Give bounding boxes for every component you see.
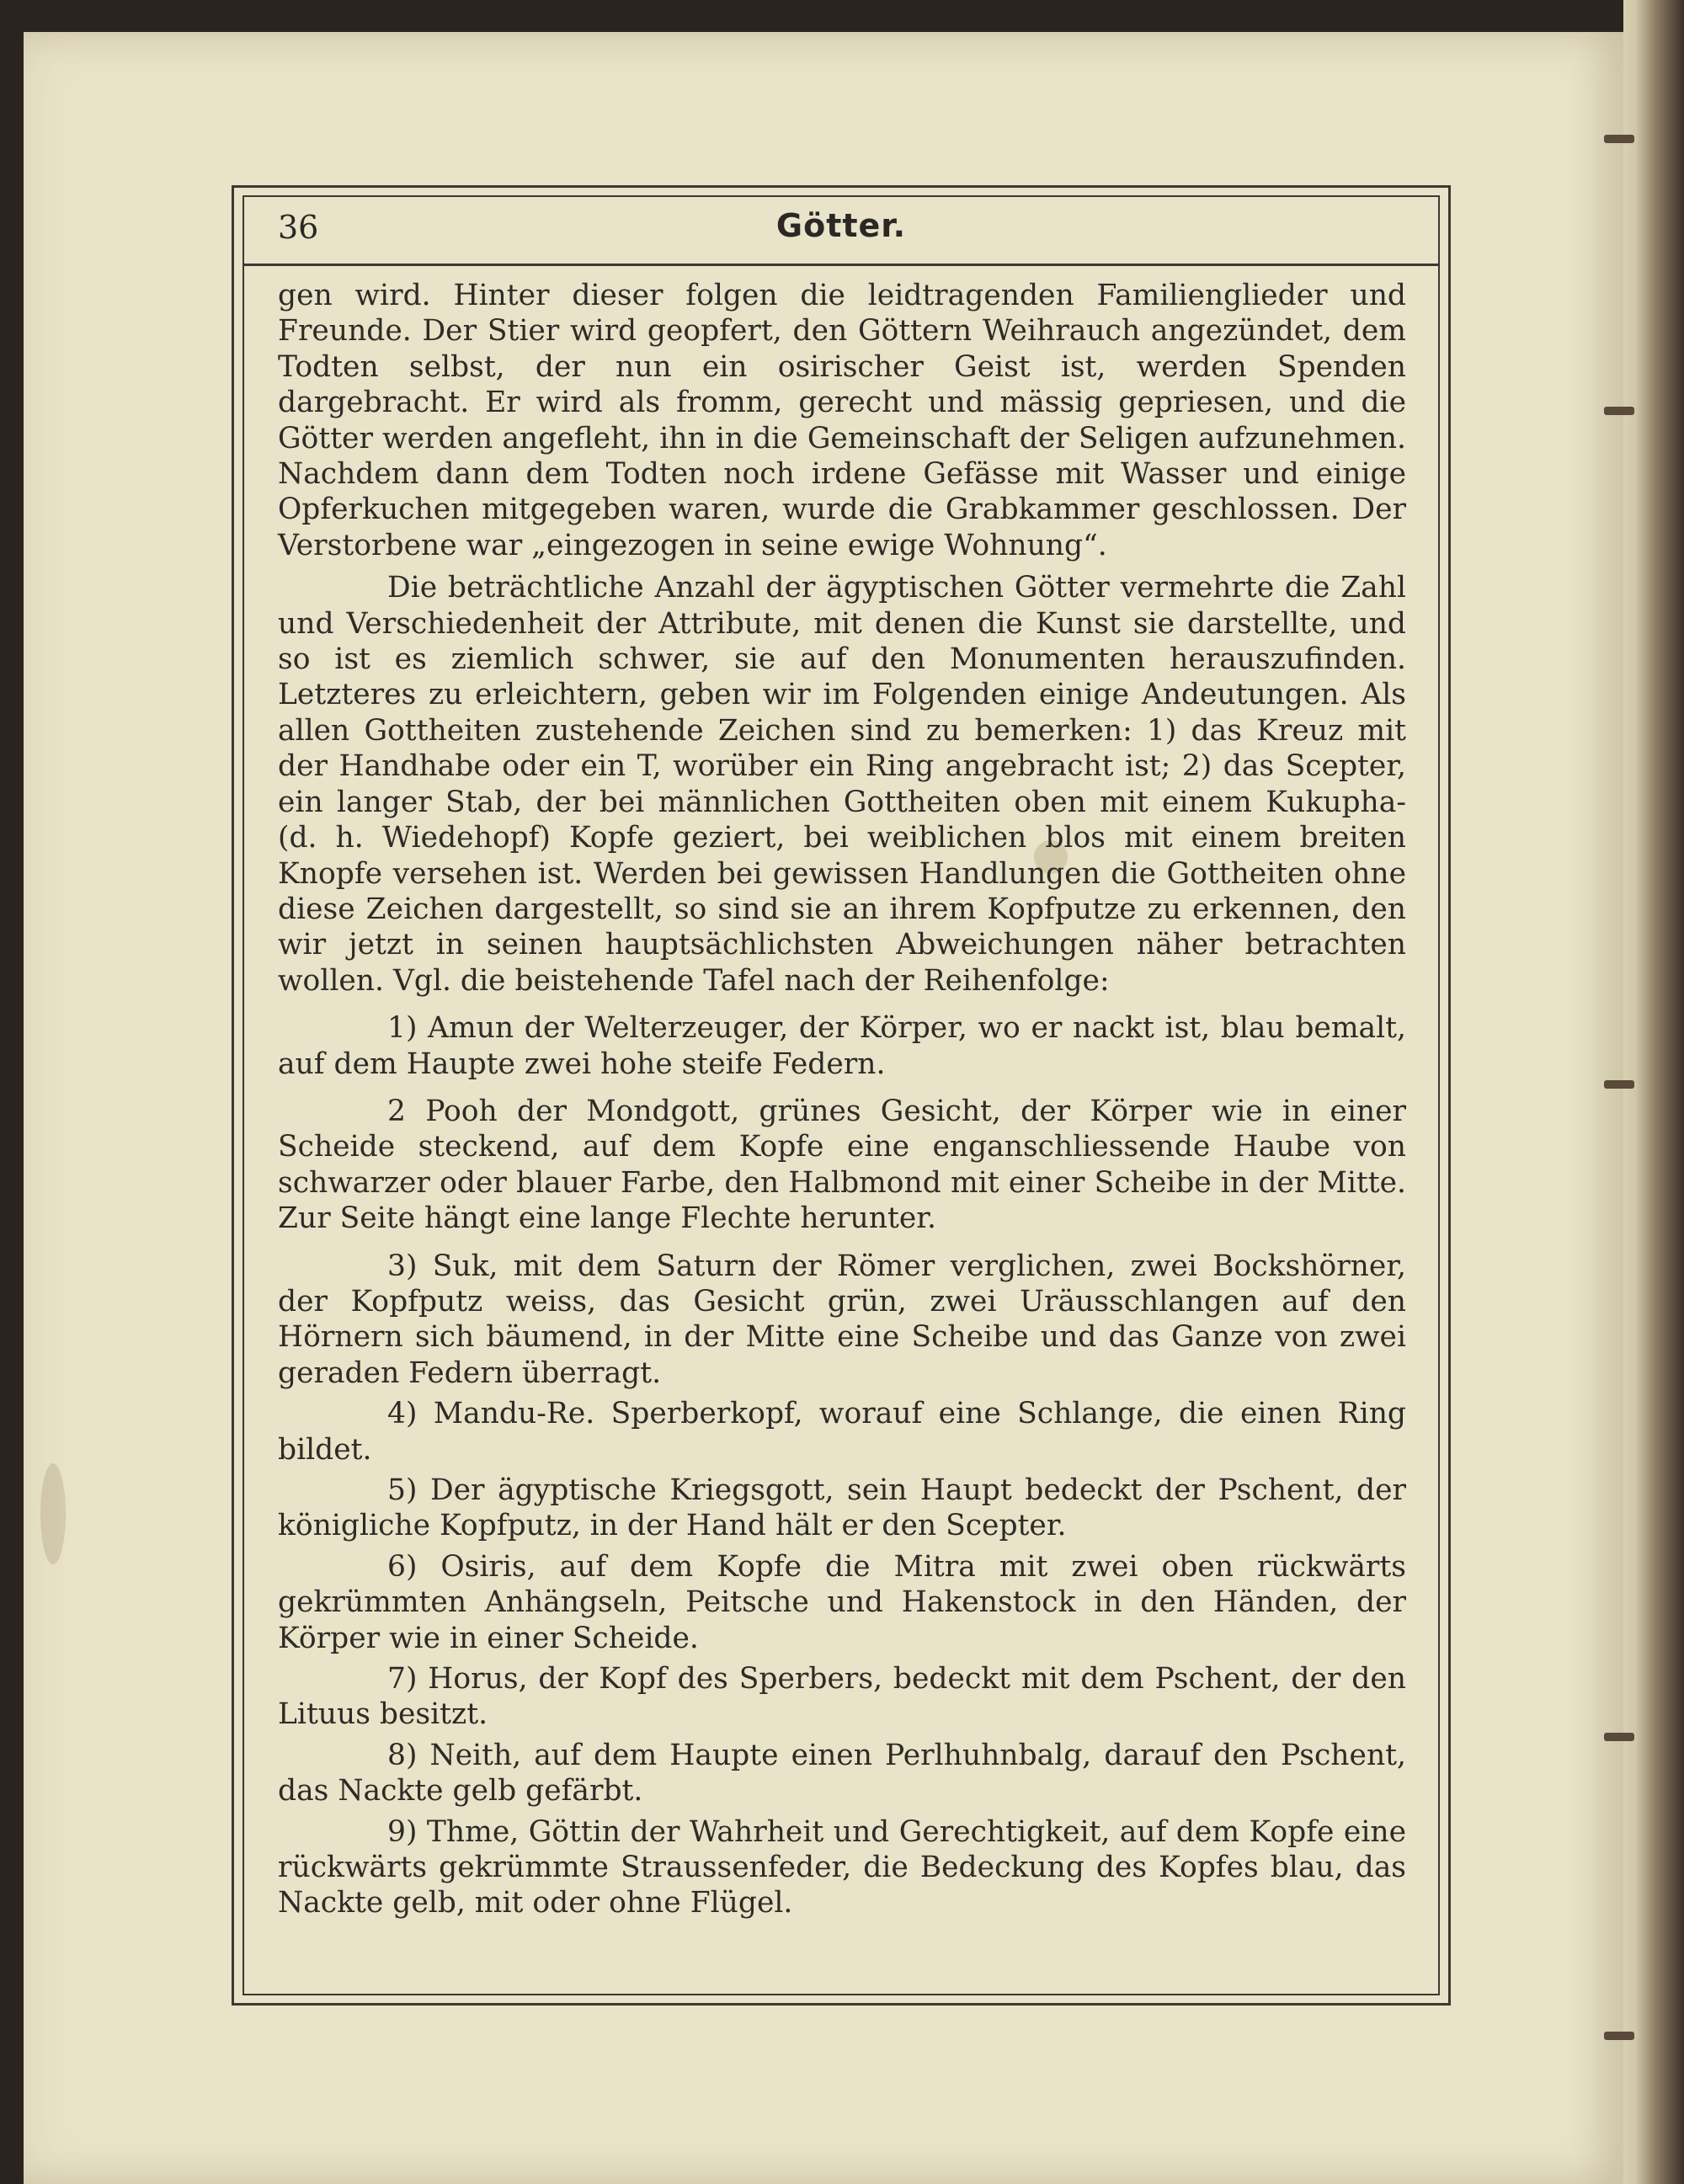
list-item: 6) Osiris, auf dem Kopfe die Mitra mit zwei oben rückwärts gekrümmten Anhängseln, Peitsche und Hakenstock in den Händen, der Körper wie in einer Scheide. <box>278 1549 1406 1655</box>
paper-stain <box>40 1463 66 1564</box>
binding-clip <box>1604 1080 1634 1089</box>
binding-clip <box>1604 135 1634 143</box>
binding-clip <box>1604 1733 1634 1741</box>
paragraph: gen wird. Hinter dieser folgen die leidtragenden Familienglieder und Freunde. Der Stier wird geopfert, den Göttern Weihrauch angezündet, dem Todten selbst, der nun ein osirischer Geist ist, werden Spenden dargebracht. Er wird als fromm, gerecht und mässig gepriesen, und die Götter werden angefleht, ihn in die Gemeinschaft der Seligen aufzunehmen. Nachdem dann dem Todten noch irdene Gefässe mit Wasser und einige Opferkuchen mitgegeben waren, wurde die Grabkammer geschlossen. Der Verstorbene war „eingezogen in seine ewige Wohnung“. <box>278 279 1406 562</box>
list-item: 5) Der ägyptische Kriegsgott, sein Haupt bedeckt der Pschent, der königliche Kopfputz, in der Hand hält er den Scepter. <box>278 1473 1406 1543</box>
page-number: 36 <box>278 209 319 246</box>
list-item: 9) Thme, Göttin der Wahrheit und Gerechtigkeit, auf dem Kopfe eine rückwärts gekrümmte Straussenfeder, die Bedeckung des Kopfes blau, das Nackte gelb, mit oder ohne Flügel. <box>278 1814 1406 1920</box>
book-spine <box>1623 0 1684 2184</box>
paragraph: Die beträchtliche Anzahl der ägyptischen Götter vermehrte die Zahl und Verschiedenheit der Attribute, mit denen die Kunst sie darstellte, und so ist es ziemlich schwer, sie auf den Monumenten herauszufinden. Letzteres zu erleichtern, geben wir im Folgenden einige Andeutungen. Als allen Gottheiten zustehende Zeichen sind zu bemerken: 1) das Kreuz mit der Handhabe oder ein T, worüber ein Ring angebracht ist; 2) das Scepter, ein langer Stab, der bei männlichen Gottheiten oben mit einem Kukupha- (d. h. Wiedehopf) Kopfe geziert, bei weiblichen blos mit einem breiten Knopfe versehen ist. Werden bei gewissen Handlungen die Gottheiten ohne diese Zeichen dargestellt, so sind sie an ihrem Kopfputze zu erkennen, den wir jetzt in seinen hauptsächlichsten Abweichungen näher betrachten wollen. Vgl. die beistehende Tafel nach der Reihenfolge: <box>278 571 1406 998</box>
list-item: 7) Horus, der Kopf des Sperbers, bedeckt mit dem Pschent, der den Lituus besitzt. <box>278 1662 1406 1732</box>
running-title: Götter. <box>775 207 907 244</box>
list-item: 1) Amun der Welterzeuger, der Körper, wo er nackt ist, blau bemalt, auf dem Haupte zwei hohe steife Federn. <box>278 1011 1406 1081</box>
list-item: 3) Suk, mit dem Saturn der Römer verglichen, zwei Bockshörner, der Kopfputz weiss, das Gesicht grün, zwei Uräusschlangen auf den Hörnern sich bäumend, in der Mitte eine Scheibe und das Ganze von zwei geraden Federn überragt. <box>278 1249 1406 1390</box>
binding-clip <box>1604 407 1634 415</box>
list-item: 4) Mandu-Re. Sperberkopf, worauf eine Schlange, die einen Ring bildet. <box>278 1397 1406 1467</box>
binding-clip <box>1604 2032 1634 2040</box>
list-item: 2 Pooh der Mondgott, grünes Gesicht, der Körper wie in einer Scheide steckend, auf dem Kopfe eine enganschliessende Haube von schwarzer oder blauer Farbe, den Halbmond mit einer Scheibe in der Mitte. Zur Seite hängt eine lange Flechte herunter. <box>278 1094 1406 1236</box>
page-header <box>244 199 1438 266</box>
body-text <box>278 278 1406 1921</box>
list-item: 8) Neith, auf dem Haupte einen Perlhuhnbalg, darauf den Pschent, das Nackte gelb gefärbt. <box>278 1738 1406 1808</box>
